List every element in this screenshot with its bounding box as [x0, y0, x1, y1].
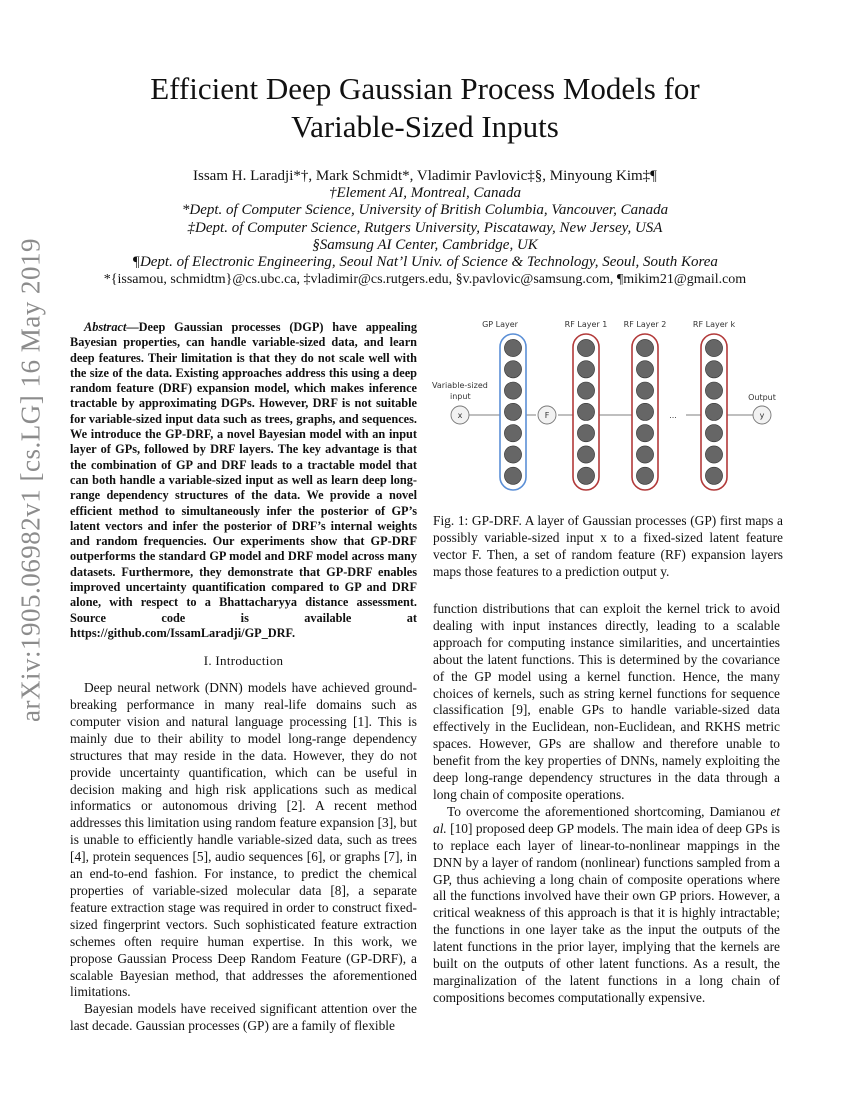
layer-node [504, 361, 521, 378]
layer-node [577, 361, 594, 378]
abstract-lead: Abstract [84, 320, 127, 334]
layer-node [636, 403, 653, 420]
figure-caption: Fig. 1: GP-DRF. A layer of Gaussian processes (GP) first maps a possibly variable-sized input x to a fixed-sized latent feature vector F. Then, a set of random feature (RF) expansion layers maps those features to a prediction output y. [433, 513, 783, 580]
layer-node [577, 446, 594, 463]
abstract-text: —Deep Gaussian processes (DGP) have appealing Bayesian properties, can handle variable-sized data, and learn deep features. Their limitation is that they do not scale well with the size of the data. Existing approaches address this using a deep random feature (DRF) expansion model, which makes inference tractable by approximating DGPs. However, DRF is not suitable for variable-sized input data such as trees, graphs, and sequences. We introduce the GP-DRF, a novel Bayesian model with an input layer of GPs, followed by DRF layers. The key advantage is that the combination of GP and DRF leads to a tractable model that can both handle a variable-sized input as well as learn deep long-range dependency structures of the data. We provide a novel efficient method to simultaneously infer the posterior of GP’s latent vectors and infer the posterior of DRF’s internal weights and random frequencies. Our experiments show that GP-DRF outperforms the standard GP model and DRF model across many datasets. Furthermore, they demonstrate that GP-DRF enables improved uncertainty quantification compared to GP and DRF alone, with respect to a Bhattacharyya distance assessment. Source code is available at https://github.com/IssamLaradji/GP_DRF. [70, 320, 417, 640]
layer-node [577, 403, 594, 420]
layer-node [636, 425, 653, 442]
layer-node [504, 382, 521, 399]
layer-node [504, 467, 521, 484]
layer-node [504, 339, 521, 356]
layer-node [705, 467, 722, 484]
paper-title [60, 70, 790, 146]
right-column [433, 601, 780, 1007]
left-column [70, 320, 417, 1035]
layer-node [504, 425, 521, 442]
et-al: et al. [433, 803, 780, 836]
rf-layer-k-label: RF Layer k [692, 320, 736, 329]
layer-node [636, 382, 653, 399]
latent-f-label: F [544, 411, 550, 420]
output-node-label: y [759, 411, 765, 420]
rf-layer-2-label: RF Layer 2 [623, 320, 667, 329]
layer-node [705, 425, 722, 442]
layer-node [705, 446, 722, 463]
input-label-line-1: Variable-sized [432, 381, 488, 390]
input-node-label: x [457, 411, 463, 420]
layer-node [636, 361, 653, 378]
title-line-1: Efficient Deep Gaussian Process Models for [150, 71, 700, 106]
author-emails: *{issamou, schmidtm}@cs.ubc.ca, ‡vladimir@cs.rutgers.edu, §v.pavlovic@samsung.com, ¶mikim21@gmail.com [103, 272, 747, 288]
layer-node [636, 467, 653, 484]
affiliation-1: †Element AI, Montreal, Canada [328, 185, 522, 202]
affiliation-5: ¶Dept. of Electronic Engineering, Seoul Nat’l Univ. of Science & Technology, Seoul, South Korea [132, 254, 718, 271]
author-block [60, 168, 790, 288]
layer-node [577, 467, 594, 484]
input-label-line-2: input [450, 392, 471, 401]
gp-layer-label: GP Layer [482, 320, 518, 329]
layer-node [636, 446, 653, 463]
layer-node [705, 361, 722, 378]
layer-node [577, 339, 594, 356]
title-line-2: Variable-Sized Inputs [291, 109, 559, 144]
layer-node [577, 425, 594, 442]
layer-node [705, 403, 722, 420]
intro-paragraph-1: Deep neural network (DNN) models have achieved ground-breaking performance in many real-life domains such as computer vision and natural language processing [1]. This is mainly due to their ability to model long-range dependency structures that may reside in the data. However, they do not provide uncertainty quantification, which can be useful in decision making and high risk applications such as medical informatics or autonomous driving [2]. A recent method addresses this limitation using random feature expansion [3], but is unable to efficiently handle variable-sized data, such as trees [4], protein sequences [5], audio sequences [6], or graphs [7], in an end-to-end fashion. For instance, to predict the chemical properties of variable-sized molecular data [8], a separate feature extraction stage was required in order to construct fixed-sized fingerprint vectors. Such sophisticated feature extraction schemes often require human expertise. In this work, we propose Gaussian Process Deep Random Feature (GP-DRF), a scalable Bayesian method, that addresses the aforementioned limitations. [70, 680, 417, 1000]
layer-node [636, 339, 653, 356]
ellipsis: ... [669, 411, 677, 420]
figure-gp-drf-diagram [428, 312, 790, 497]
right-paragraph-2 [433, 804, 780, 1007]
affiliation-4: §Samsung AI Center, Cambridge, UK [312, 236, 538, 253]
layer-node [705, 339, 722, 356]
affiliation-3: ‡Dept. of Computer Science, Rutgers University, Piscataway, New Jersey, USA [187, 219, 663, 236]
arxiv-id: arXiv:1905.06982v1 [cs.LG] 16 May 2019 [15, 238, 46, 722]
right-p2-rest: [10] proposed deep GP models. The main idea of deep GPs is to replace each layer of linear-to-nonlinear mappings in the DNN by a layer of random (nonlinear) functions sampled from a GP, thus achieving a long chain of composite operations where all the functions involved have their own GP priors. However, a critical weakness of this approach is that it is highly intractable; the functions in one layer take as the input the outputs of the latent functions in the prior layer, implying that the kernels are built on the outputs of other latent functions. As a result, the marginalization of the latent functions in a long chain of compositions becomes computationally expensive. [433, 820, 780, 1005]
author-names: Issam H. Laradji*†, Mark Schmidt*, Vladimir Pavlovic‡§, Minyoung Kim‡¶ [193, 168, 657, 184]
layer-node [504, 403, 521, 420]
intro-paragraph-2: Bayesian models have received significant attention over the last decade. Gaussian processes (GP) are a family of flexible [70, 1001, 417, 1034]
affiliation-2: *Dept. of Computer Science, University of British Columbia, Vancouver, Canada [181, 202, 669, 219]
output-label: Output [748, 393, 776, 402]
abstract [70, 320, 417, 641]
right-p2-start: To overcome the aforementioned shortcoming, Damianou [447, 803, 771, 819]
section-heading-introduction: I. Introduction [203, 653, 284, 669]
layer-node [504, 446, 521, 463]
layer-node [705, 382, 722, 399]
rf-layer-1-label: RF Layer 1 [564, 320, 608, 329]
right-paragraph-1: function distributions that can exploit the kernel trick to avoid dealing with input instances directly, leading to a scalable approach for computing instance similarities, and uncertainties about the latent functions. This is determined by the covariance of the GP model using a kernel function. Hence, the many choices of kernels, such as string kernel functions for sequence classification [9], enable GPs to handle variable-sized data effectively in the Euclidean, non-Euclidean, and RKHS metric spaces. However, GPs are shallow and therefore unable to benefit from the key properties of DNNs, namely exploiting the deep long-range dependency structures in the data through a long chain of composite operations. [433, 601, 780, 802]
arxiv-sidebar [8, 238, 54, 722]
layer-node [577, 382, 594, 399]
